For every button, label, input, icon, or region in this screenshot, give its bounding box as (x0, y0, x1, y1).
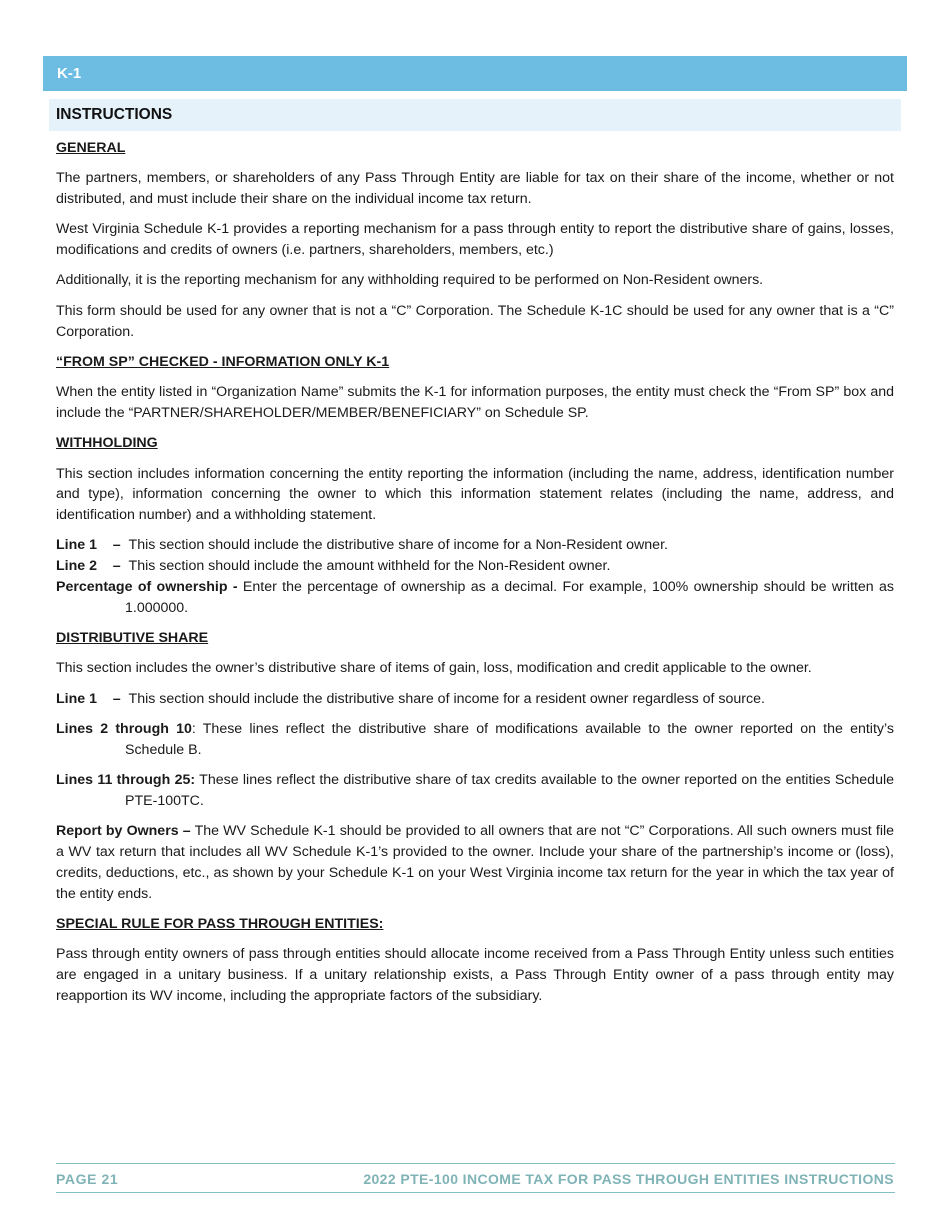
withholding-line-2: Line 2 – This section should include the amount withheld for the Non-Resident owner. (56, 558, 611, 575)
line-2-text: This section should include the amount withheld for the Non-Resident owner. (128, 558, 611, 575)
withholding-heading: WITHHOLDING (56, 435, 158, 452)
report-label: Report by Owners – (56, 823, 191, 840)
report-text: The WV Schedule K-1 should be provided to all owners that are not “C” Corporations. All such owners must file a WV tax return that includes all WV Schedule K-1’s provided to the owner. Include your share of the partnership’s income or (loss), credits, deductions, etc., as shown by your Schedule K-1 on your West Virginia income tax return for the year in which the tax year of the entity ends. (56, 823, 895, 902)
from-sp-heading: “FROM SP” CHECKED - INFORMATION ONLY K-1 (56, 353, 390, 370)
percentage-of-ownership (56, 577, 894, 619)
lines-2-through-10 (56, 719, 894, 761)
withholding-line-1: Line 1 – This section should include the distributive share of income for a Non-Resident owner. (56, 537, 668, 554)
dist-line-1-label: Line 1 (56, 690, 97, 707)
section-tag: K-1 (57, 65, 82, 82)
lines-2-text: : These lines reflect the distributive share of modifications available to the owner reported on the entity’s Schedule B. (125, 721, 894, 758)
footer-divider-top (56, 1163, 895, 1164)
percentage-label: Percentage of ownership - (56, 579, 238, 596)
withholding-paragraph: This section includes information concerning the entity reporting the information (including the name, address, identification number and type), information concerning the owner to which this information statement relates (including the name, address, and identification number) and a withholding statement. (56, 465, 894, 524)
instructions-header (49, 99, 901, 131)
lines-11-text: These lines reflect the distributive share of tax credits available to the owner reported on the entities Schedule PTE-100TC. (125, 772, 895, 809)
from-sp-paragraph: When the entity listed in “Organization Name” submits the K-1 for information purposes, the entity must check the “From SP” box and include the “PARTNER/SHAREHOLDER/MEMBER/BENEFICIARY” on Schedule SP. (56, 384, 894, 421)
page-number: PAGE 21 (56, 1171, 119, 1187)
general-paragraph-3: Additionally, it is the reporting mechanism for any withholding required to be performed on Non-Resident owners. (56, 272, 764, 289)
footer-divider-bottom (56, 1192, 895, 1193)
general-heading: GENERAL (56, 140, 126, 156)
percentage-text: Enter the percentage of ownership as a decimal. For example, 100% ownership should be written as 1.000000. (125, 579, 894, 616)
special-rule-heading: SPECIAL RULE FOR PASS THROUGH ENTITIES: (56, 915, 384, 932)
line-1-label: Line 1 (56, 537, 97, 554)
line-1-text: This section should include the distributive share of income for a Non-Resident owner. (128, 537, 668, 554)
instructions-title: INSTRUCTIONS (56, 106, 173, 123)
section-tag-bar (43, 56, 907, 91)
distributive-heading: DISTRIBUTIVE SHARE (56, 630, 209, 647)
document-body (56, 138, 894, 1016)
document-title: 2022 PTE-100 INCOME TAX FOR PASS THROUGH ENTITIES INSTRUCTIONS (363, 1171, 894, 1187)
lines-2-label: Lines 2 through 10 (56, 721, 192, 738)
report-by-owners (56, 821, 894, 904)
general-paragraph-4: This form should be used for any owner that is not a “C” Corporation. The Schedule K-1C should be used for any owner that is a “C” Corporation. (56, 302, 894, 340)
distributive-line-1: Line 1 – This section should include the distributive share of income for a resident owner regardless of source. (56, 690, 765, 707)
general-paragraph-2: West Virginia Schedule K-1 provides a reporting mechanism for a pass through entity to report the distributive share of gains, losses, modifications and credits of owners (i.e. partners, shareholders, members, etc.) (56, 221, 894, 259)
lines-11-label: Lines 11 through 25: (56, 772, 196, 789)
special-rule-paragraph: Pass through entity owners of pass through entities should allocate income received from a Pass Through Entity unless such entities are engaged in a unitary business. If a unitary relationship exists, a Pass Through Entity owner of a pass through entity may reapportion its WV income, including the appropriate factors of the subsidiary. (56, 946, 894, 1004)
dist-line-1-text: This section should include the distributive share of income for a resident owner regardless of source. (128, 690, 765, 707)
lines-11-through-25 (56, 770, 894, 812)
distributive-paragraph: This section includes the owner’s distributive share of items of gain, loss, modification and credit applicable to the owner. (56, 660, 812, 677)
general-paragraph-1: The partners, members, or shareholders of any Pass Through Entity are liable for tax on their share of the income, whether or not distributed, and must include their share on the individual income tax return. (56, 170, 894, 208)
line-2-label: Line 2 (56, 558, 97, 575)
